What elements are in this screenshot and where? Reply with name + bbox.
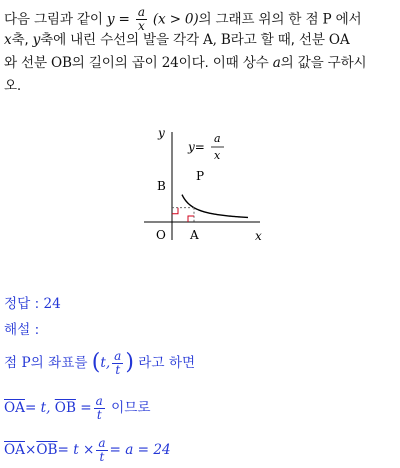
solution-text: 라고 하면 xyxy=(138,355,196,371)
explanation-heading: 해설 : xyxy=(4,322,40,338)
problem-text: 의 길이의 곱이 xyxy=(71,55,162,71)
problem-text: 에서 xyxy=(335,11,362,28)
right-paren: ) xyxy=(125,350,134,375)
solution-text: 점 xyxy=(4,355,22,371)
equation-part: = t × xyxy=(57,442,95,458)
hyperbola-curve xyxy=(182,195,248,218)
fraction-numerator: a xyxy=(137,5,145,19)
problem-text: 다음 그림과 같이 xyxy=(4,11,107,28)
solution-step-1 xyxy=(4,343,396,383)
problem-text: 축에 내린 수선의 발을 각각 xyxy=(40,32,203,48)
left-paren: ( xyxy=(91,350,101,375)
x-axis-label: x xyxy=(255,229,262,243)
segment-ob: $\overline{OB}$ xyxy=(36,442,58,458)
curve-label-numerator: a xyxy=(214,132,221,145)
times-sign: × xyxy=(24,442,37,458)
problem-text: 의 값을 구하시 xyxy=(280,55,367,71)
coordinate-t: t, xyxy=(100,355,111,371)
y-axis-label: y xyxy=(158,128,165,140)
curve-label-lhs: y= xyxy=(188,140,205,154)
fraction-denominator: x xyxy=(138,19,145,33)
point-p-ref: P xyxy=(322,11,332,28)
domain-condition: (x > 0) xyxy=(152,11,199,28)
right-angle-mark-b xyxy=(172,208,178,214)
segment-oa: $\overline{OA}$ xyxy=(4,442,25,458)
x-var: x xyxy=(4,32,12,48)
problem-text: 이다. 이때 상수 xyxy=(178,55,273,71)
problem-text: 오. xyxy=(4,78,22,94)
problem-line-2 xyxy=(4,29,396,52)
problem-text: 축, xyxy=(11,32,33,48)
solution-step-2 xyxy=(4,389,396,427)
point-a-label: A xyxy=(190,228,199,242)
fraction-a-over-t xyxy=(96,437,107,464)
constant-a: a xyxy=(272,55,281,71)
number-24: 24 xyxy=(161,55,179,71)
problem-statement xyxy=(4,6,396,98)
problem-line-1 xyxy=(4,5,396,33)
answer-line xyxy=(4,292,396,312)
answer-value: 24 xyxy=(43,296,61,312)
problem-line-4 xyxy=(4,75,396,98)
point-b-ref: B xyxy=(220,32,231,48)
explanation-label xyxy=(4,318,396,338)
equation-part: = a = 24 xyxy=(109,442,171,458)
answer-label: 정답 : xyxy=(4,296,44,312)
problem-text: 와 선분 xyxy=(4,55,52,71)
segment-oa-ref: OA xyxy=(328,32,350,48)
solution-step-3 xyxy=(4,432,396,468)
hyperbola-graph xyxy=(142,128,268,244)
fraction-numerator: a xyxy=(114,348,122,363)
problem-line-3 xyxy=(4,52,396,75)
fraction-denominator: t xyxy=(115,362,121,377)
fraction-a-over-t xyxy=(112,350,123,377)
solution-text: 의 좌표를 xyxy=(30,355,92,371)
fraction-numerator: a xyxy=(95,393,103,408)
right-angle-mark-a xyxy=(188,216,194,222)
point-b-label: B xyxy=(157,179,166,193)
point-p-label: P xyxy=(196,169,205,183)
problem-text: 라고 할 때, 선분 xyxy=(230,32,329,48)
fraction-denominator: t xyxy=(99,449,105,464)
segment-oa: $\overline{OA}$ xyxy=(4,400,25,416)
segment-ob-ref: OB xyxy=(51,55,72,71)
solution-text: 이므로 xyxy=(111,400,151,416)
point-p-ref: P xyxy=(21,355,31,371)
origin-label: O xyxy=(156,228,166,242)
y-var: y xyxy=(32,32,41,48)
equation-part: = xyxy=(80,400,92,416)
fraction-numerator: a xyxy=(98,435,106,450)
equation-part: = t, xyxy=(24,400,55,416)
point-a-ref: A, xyxy=(203,32,217,48)
segment-ob: $\overline{OB}$ xyxy=(54,400,76,416)
curve-label-denominator: x xyxy=(214,149,221,162)
equation-lhs: y = xyxy=(106,11,130,28)
fraction-denominator: t xyxy=(96,407,102,422)
problem-text: 의 그래프 위의 한 점 xyxy=(198,11,323,28)
fraction-a-over-t xyxy=(94,395,105,422)
